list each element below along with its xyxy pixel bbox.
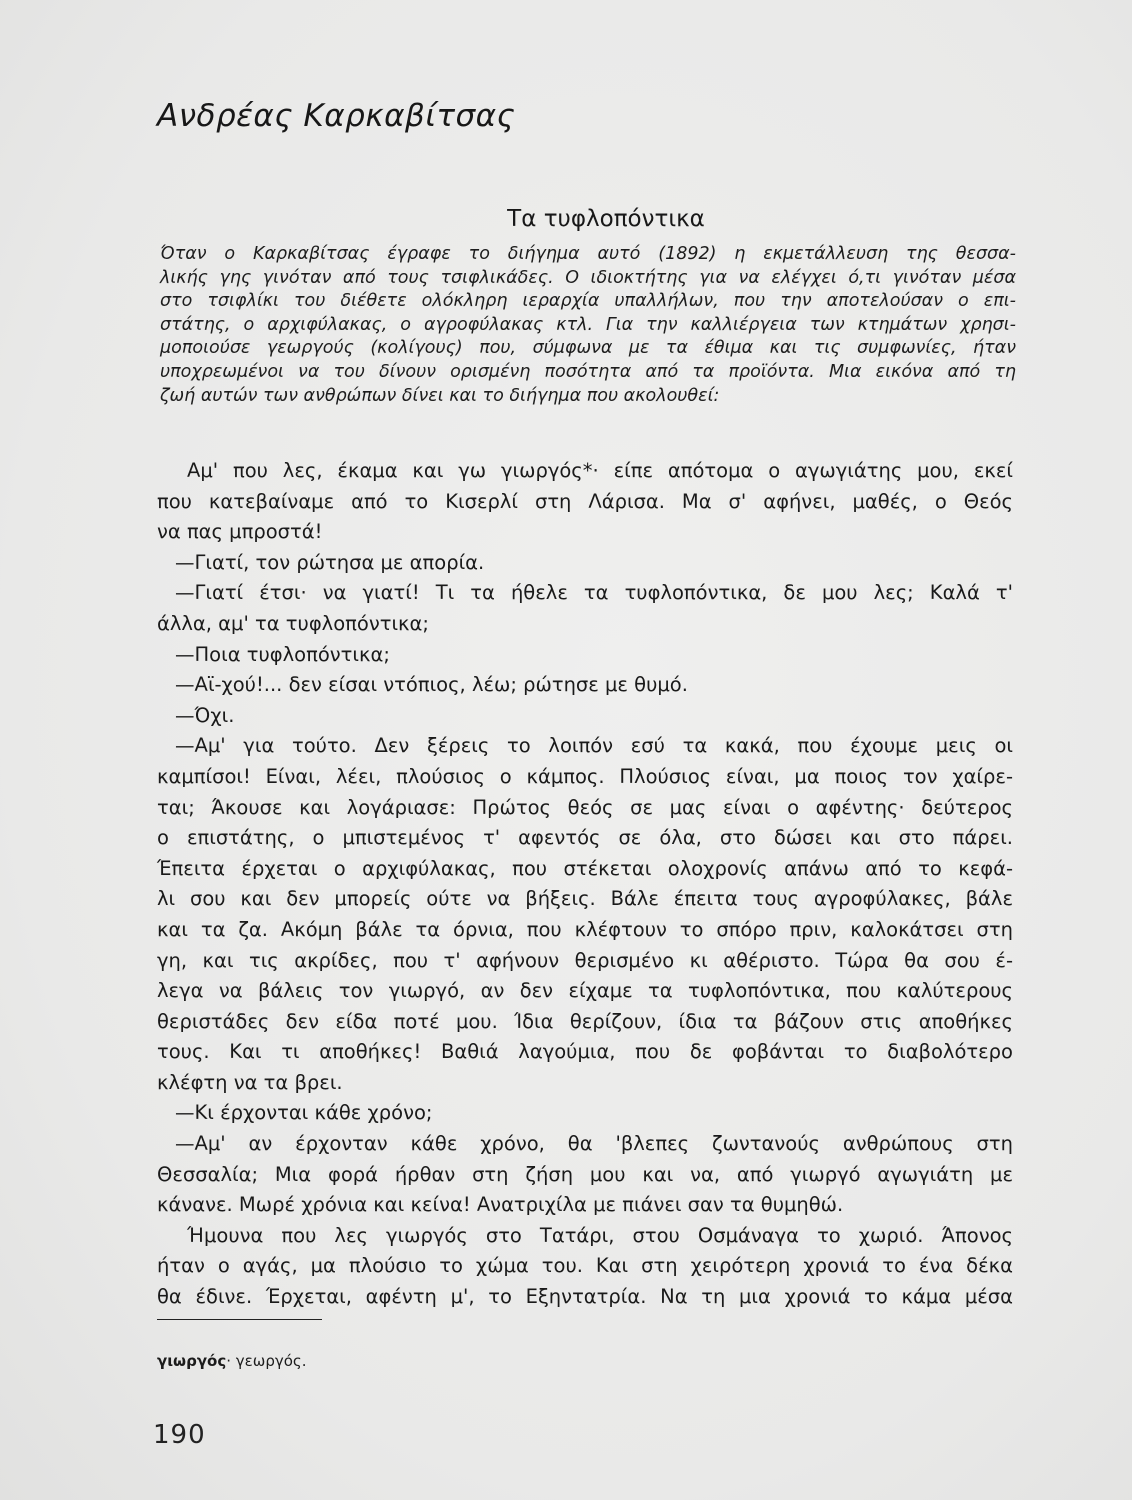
text-line: Θεσσαλία; Μια φορά ήρθαν στη ζήση μου και να, από γιωργό αγωγιάτη με bbox=[157, 1162, 1013, 1186]
text-line: που κατεβαίναμε από το Κισερλί στη Λάρισα. Μα σ' αφήνει, μαθές, ο Θεός bbox=[157, 489, 1013, 513]
page-number: 190 bbox=[153, 1420, 206, 1450]
text-line: καμπίσοι! Είναι, λέει, πλούσιος ο κάμπος. Πλούσιος είναι, μα ποιος τον χαίρε- bbox=[157, 764, 1013, 788]
text-line: κάνανε. Μωρέ χρόνια και κείνα! Ανατριχίλα με πιάνει σαν τα θυμηθώ. bbox=[157, 1193, 844, 1217]
story-title: Τα τυφλοπόντικα bbox=[507, 206, 705, 232]
intro-line: στο τσιφλίκι του διέθετε ολόκληρη ιεραρχία υπαλλήλων, που την αποτελούσαν ο επι- bbox=[160, 291, 1016, 312]
intro-line: Όταν ο Καρκαβίτσας έγραφε το διήγημα αυτό (1892) η εκμετάλλευση της θεσσα- bbox=[160, 244, 1016, 264]
footnote-divider bbox=[157, 1319, 322, 1320]
text-line: Αμ' που λες, έκαμα και γω γιωργός*· είπε απότομα ο αγωγιάτης μου, εκεί bbox=[187, 459, 1013, 482]
text-line: ήταν ο αγάς, μα πλούσιο το χώμα του. Και στη χειρότερη χρονιά το ένα δέκα bbox=[157, 1254, 1013, 1278]
text-line: —Γιατί έτσι· να γιατί! Τι τα ήθελε τα τυφλοπόντικα, δε μου λες; Καλά τ' bbox=[175, 581, 1013, 605]
text-line: θα έδινε. Έρχεται, αφέντη μ', το Εξηντατρία. Να τη μια χρονιά το κάμα μέσα bbox=[157, 1285, 1013, 1309]
intro-line: μοποιούσε γεωργούς (κολίγους) που, σύμφωνα με τα έθιμα και τις συμφωνίες, ήταν bbox=[160, 338, 1016, 359]
footnote-definition: · γεωργός. bbox=[226, 1352, 307, 1370]
text-line: Ήμουνα που λες γιωργός στο Τατάρι, στου Οσμάναγα το χωριό. Άπονος bbox=[187, 1223, 1013, 1247]
footnote-term: γιωργός bbox=[157, 1352, 227, 1370]
text-line: —Αϊ-χού!... δεν είσαι ντόπιος, λέω; ρώτησε με θυμό. bbox=[175, 673, 688, 697]
intro-paragraph bbox=[160, 243, 1016, 408]
text-line: —Όχι. bbox=[175, 703, 235, 727]
intro-line: λικής γης γινόταν από τους τσιφλικάδες. Ο ιδιοκτήτης για να ελέγχει ό,τι γινόταν μέσα bbox=[160, 267, 1016, 288]
intro-line: υποχρεωμένοι να του δίνουν ορισμένη ποσότητα από τα προϊόντα. Μια εικόνα από τη bbox=[160, 361, 1016, 382]
text-line: λι σου και δεν μπορείς ούτε να βήξεις. Βάλε έπειτα τους αγροφύλακες, βάλε bbox=[157, 887, 1013, 911]
text-line: —Ποια τυφλοπόντικα; bbox=[175, 642, 390, 666]
text-line: ο επιστάτης, ο μπιστεμένος τ' αφεντός σε όλα, στο δώσει και στο πάρει. bbox=[157, 826, 1013, 850]
text-line: λεγα να βάλεις τον γιωργό, αν δεν είχαμε τα τυφλοπόντικα, που καλύτερους bbox=[157, 979, 1013, 1003]
text-line: κλέφτη να τα βρει. bbox=[157, 1070, 343, 1094]
text-line: ται; Άκουσε και λογάριασε: Πρώτος θεός σε μας είναι ο αφέντης· δεύτερος bbox=[157, 795, 1013, 819]
story-text bbox=[157, 456, 1013, 1313]
author-heading: Ανδρέας Καρκαβίτσας bbox=[157, 98, 516, 134]
text-line: και τα ζα. Ακόμη βάλε τα όρνια, που κλέφτουν το σπόρο πριν, καλοκάτσει στη bbox=[157, 917, 1013, 941]
text-line: τους. Και τι αποθήκες! Βαθιά λαγούμια, που δε φοβάνται το διαβολότερο bbox=[157, 1040, 1013, 1064]
intro-line: ζωή αυτών των ανθρώπων δίνει και το διήγημα που ακολουθεί: bbox=[160, 385, 720, 406]
text-line: θεριστάδες δεν είδα ποτέ μου. Ίδια θερίζουν, ίδια τα βάζουν στις αποθήκες bbox=[157, 1009, 1013, 1033]
text-line: Έπειτα έρχεται ο αρχιφύλακας, που στέκεται ολοχρονίς απάνω από το κεφά- bbox=[157, 856, 1013, 880]
intro-line: στάτης, ο αρχιφύλακας, ο αγροφύλακας κτλ. Για την καλλιέργεια των κτημάτων χρησι- bbox=[160, 314, 1016, 335]
text-line: —Αμ' αν έρχονταν κάθε χρόνο, θα 'βλεπες ζωντανούς ανθρώπους στη bbox=[175, 1132, 1013, 1156]
text-line: να πας μπροστά! bbox=[157, 520, 323, 544]
footnote bbox=[157, 1352, 307, 1370]
text-line: —Γιατί, τον ρώτησα με απορία. bbox=[175, 550, 485, 574]
text-line: γη, και τις ακρίδες, που τ' αφήνουν θερισμένο κι αθέριστο. Τώρα θα σου έ- bbox=[157, 948, 1013, 972]
text-line: —Αμ' για τούτο. Δεν ξέρεις το λοιπόν εσύ τα κακά, που έχουμε μεις οι bbox=[175, 734, 1013, 758]
text-line: άλλα, αμ' τα τυφλοπόντικα; bbox=[157, 611, 429, 635]
text-line: —Κι έρχονται κάθε χρόνο; bbox=[175, 1101, 433, 1125]
